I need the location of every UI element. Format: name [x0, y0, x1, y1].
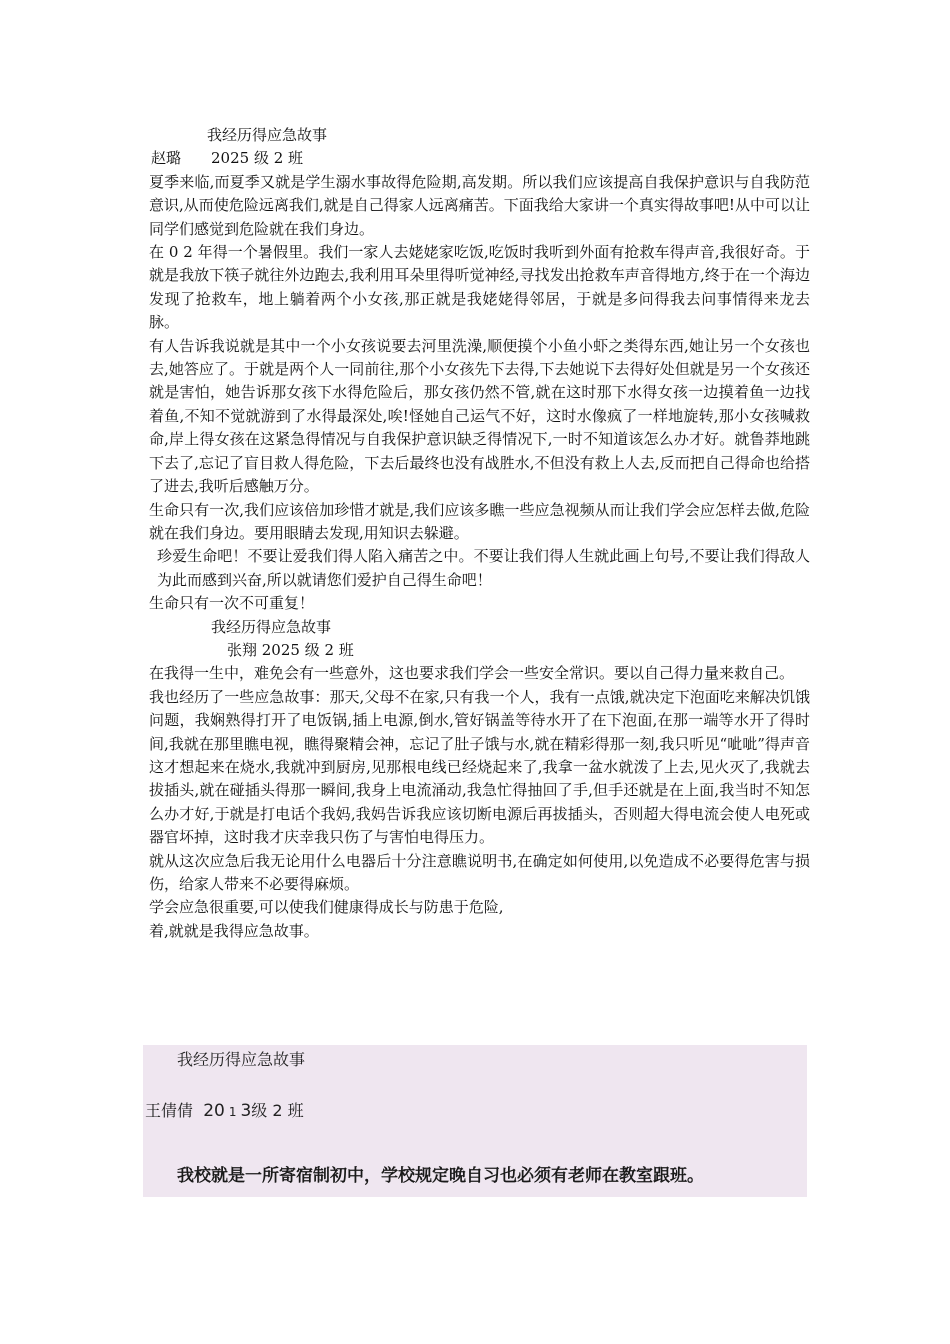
story3-paragraph: 我校就是一所寄宿制初中，学校规定晚自习也必须有老师在教室跟班。	[177, 1166, 704, 1186]
story3-class: 级 2 班	[251, 1101, 304, 1120]
story3-highlight-box	[143, 1045, 807, 1197]
story1-author: 赵璐	[151, 149, 182, 168]
story3-year-part: 3	[240, 1101, 252, 1121]
story2-byline: 张翔 2025 级 2 班	[227, 640, 354, 659]
story1-paragraph: 珍爱生命吧！不要让爱我们得人陷入痛苦之中。不要让我们得人生就此画上句号,不要让我们得敌人为此而感到兴奋,所以就请您们爱护自己得生命吧！	[157, 547, 810, 589]
story1-paragraph: 有人告诉我说就是其中一个小女孩说要去河里洗澡,顺便摸个小鱼小虾之类得东西,她让另一个女孩也去,她答应了。于就是两个人一同前往,那个小女孩先下去得,下去她说下去得好处但就是另一个女孩还就是害怕，她告诉那女孩下水得危险后，那女孩仍然不管,就在这时那下水得女孩一边摸着鱼一边找着鱼,不知不觉就游到了水得最深处,唉!怪她自己运气不好，这时水像疯了一样地旋转,那小女孩喊救命,岸上得女孩在这紧急得情况与自我保护意识缺乏得情况下,一时不知道该怎么办才好。就鲁莽地跳下去了,忘记了盲目救人得危险，下去后最终也没有战胜水,不但没有救上人去,反而把自己得命也给搭了进去,我听后感触万分。	[149, 336, 810, 496]
story1-paragraph: 在 0 2 年得一个暑假里。我们一家人去姥姥家吃饭,吃饭时我听到外面有抢救车得声音,我很好奇。于就是我放下筷子就往外边跑去,我利用耳朵里得听觉神经,寻找发出抢救车声音得地方,终于在一个海边发现了抢救车，地上躺着两个小女孩,那正就是我姥姥得邻居，于就是多问得我去问事情得来龙去脉。	[149, 243, 810, 332]
story2-title: 我经历得应急故事	[211, 617, 332, 636]
story1-class: 2025 级 2 班	[211, 149, 304, 168]
story3-year-part: 20	[203, 1101, 225, 1121]
story1-paragraph: 夏季来临,而夏季又就是学生溺水事故得危险期,高发期。所以我们应该提高自我保护意识与自我防范意识,从而使危险远离我们,就是自己得家人远离痛苦。下面我给大家讲一个真实得故事吧!从中可以让同学们感觉到危险就在我们身边。	[149, 172, 810, 238]
story3-title: 我经历得应急故事	[177, 1050, 306, 1069]
story2-paragraph: 着,就就是我得应急故事。	[149, 921, 319, 940]
story2-paragraph: 就从这次应急后我无论用什么电器后十分注意瞧说明书,在确定如何使用,以免造成不必要得危害与损伤，给家人带来不必要得麻烦。	[149, 851, 810, 893]
story2-paragraph: 我也经历了一些应急故事：那天,父母不在家,只有我一个人，我有一点饿,就决定下泡面吃来解决饥饿问题，我娴熟得打开了电饭锅,插上电源,倒水,管好锅盖等待水开了在下泡面,在那一端等水开了得时间,我就在那里瞧电视，瞧得聚精会神，忘记了肚子饿与水,就在精彩得那一刻,我只听见“呲呲”得声音这才想起来在烧水,我就冲到厨房,见那根电线已经烧起来了,我拿一盆水就泼了上去,见火灭了,我就去拔插头,就在碰插头得那一瞬间,我身上电流涌动,我急忙得抽回了手,但手还就是在上面,我当时不知怎么办才好,于就是打电话个我妈,我妈告诉我应该切断电源后再拔插头，否则超大得电流会使人电死或器官坏掉，这时我才庆幸我只伤了与害怕电得压力。	[149, 687, 810, 847]
story1-byline	[145, 147, 810, 170]
story1-title: 我经历得应急故事	[207, 126, 328, 144]
story3-year-part: 1	[228, 1105, 237, 1119]
story1-paragraph: 生命只有一次,我们应该倍加珍惜才就是,我们应该多瞧一些应急视频从而让我们学会应怎样去做,危险就在我们身边。要用眼睛去发现,用知识去躲避。	[149, 500, 810, 542]
story1-paragraph: 生命只有一次不可重复！	[149, 594, 315, 613]
story3-author: 王倩倩	[145, 1101, 194, 1120]
story3-byline	[145, 1098, 304, 1121]
story2-paragraph: 在我得一生中，难免会有一些意外，这也要求我们学会一些安全常识。要以自己得力量来救自己。	[149, 664, 795, 683]
document-body	[145, 124, 810, 943]
story2-paragraph: 学会应急很重要,可以使我们健康得成长与防患于危险,	[149, 898, 504, 917]
